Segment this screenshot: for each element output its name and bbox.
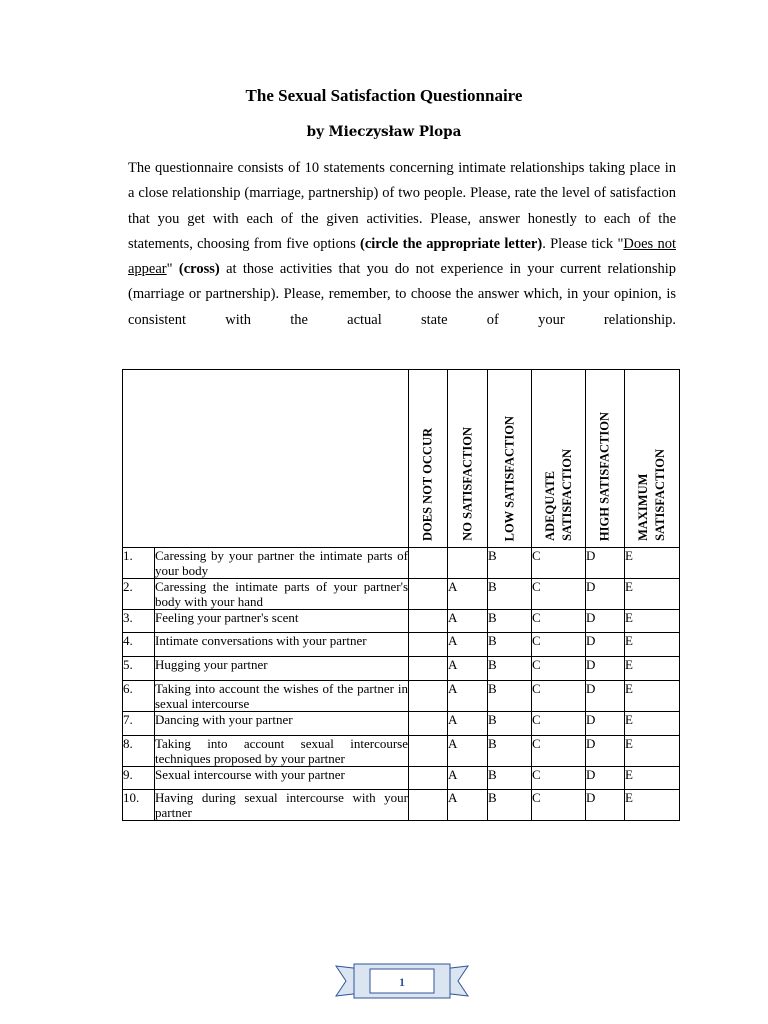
table-row <box>123 681 680 712</box>
header-label: LOW SATISFACTION <box>502 415 516 541</box>
answer-option-cell[interactable]: A <box>448 681 488 712</box>
answer-option-cell[interactable]: A <box>448 610 488 633</box>
answer-option-cell[interactable]: B <box>488 633 532 657</box>
statement-text: Caressing the intimate parts of your partner's body with your hand <box>155 579 408 609</box>
page-number: 1 <box>399 975 405 989</box>
intro-underline-does-not-appear: Does not appear <box>128 235 676 278</box>
answer-option-cell[interactable]: D <box>586 767 625 790</box>
statement-number: 8. <box>123 736 155 767</box>
answer-option-cell[interactable]: C <box>532 681 586 712</box>
header-row <box>123 370 680 548</box>
column-header-high-satisfaction <box>586 370 625 548</box>
answer-option-cell[interactable]: C <box>532 712 586 736</box>
table-row <box>123 767 680 790</box>
answer-option-cell[interactable]: D <box>586 579 625 610</box>
answer-option-cell[interactable]: A <box>448 712 488 736</box>
answer-option-cell[interactable]: B <box>488 790 532 821</box>
answer-option-cell[interactable]: B <box>488 681 532 712</box>
answer-option-cell[interactable]: A <box>448 633 488 657</box>
statement-number: 5. <box>123 657 155 681</box>
answer-option-cell[interactable]: C <box>532 579 586 610</box>
author-line: by Mieczysław Plopa <box>306 124 462 140</box>
does-not-occur-cell[interactable] <box>409 736 448 767</box>
answer-option-cell[interactable]: C <box>532 736 586 767</box>
answer-option-cell[interactable]: A <box>448 579 488 610</box>
statement-number: 7. <box>123 712 155 736</box>
table-row <box>123 610 680 633</box>
does-not-occur-cell[interactable] <box>409 790 448 821</box>
does-not-occur-cell[interactable] <box>409 712 448 736</box>
answer-option-cell[interactable]: D <box>586 633 625 657</box>
table-row <box>123 712 680 736</box>
table-row <box>123 657 680 681</box>
answer-option-cell[interactable] <box>448 548 488 579</box>
answer-option-cell[interactable]: E <box>625 712 680 736</box>
answer-option-cell[interactable]: E <box>625 633 680 657</box>
answer-option-cell[interactable]: E <box>625 610 680 633</box>
header-label: MAXIMUM SATISFACTION <box>636 449 667 541</box>
table-row <box>123 579 680 610</box>
header-label: HIGH SATISFACTION <box>597 411 612 541</box>
statement-number: 9. <box>123 767 155 790</box>
questionnaire-table <box>122 369 680 821</box>
does-not-occur-cell[interactable] <box>409 657 448 681</box>
statement-number: 1. <box>123 548 155 579</box>
answer-option-cell[interactable]: C <box>532 610 586 633</box>
statement-number: 2. <box>123 579 155 610</box>
statement-text: Feeling your partner's scent <box>155 610 409 633</box>
column-header-no-satisfaction <box>448 370 488 548</box>
answer-option-cell[interactable]: C <box>532 633 586 657</box>
answer-option-cell[interactable]: B <box>488 657 532 681</box>
statement-text: Hugging your partner <box>155 657 409 681</box>
intro-text-3: " <box>166 261 179 278</box>
statement-text: Having during sexual intercourse with your partner <box>155 790 408 820</box>
statement-number: 4. <box>123 633 155 657</box>
answer-option-cell[interactable]: B <box>488 712 532 736</box>
does-not-occur-cell[interactable] <box>409 633 448 657</box>
statement-number: 3. <box>123 610 155 633</box>
answer-option-cell[interactable]: D <box>586 657 625 681</box>
answer-option-cell[interactable]: C <box>532 548 586 579</box>
intro-text-2: . Please tick " <box>542 235 624 252</box>
statement-text: Dancing with your partner <box>155 712 409 736</box>
answer-option-cell[interactable]: C <box>532 657 586 681</box>
answer-option-cell[interactable]: B <box>488 736 532 767</box>
answer-option-cell[interactable]: D <box>586 681 625 712</box>
answer-option-cell[interactable]: E <box>625 657 680 681</box>
header-label: ADEQUATE SATISFACTION <box>542 449 574 541</box>
answer-option-cell[interactable]: B <box>488 767 532 790</box>
statement-text: Sexual intercourse with your partner <box>155 767 409 790</box>
statement-text: Caressing by your partner the intimate parts of your body <box>155 548 408 578</box>
does-not-occur-cell[interactable] <box>409 579 448 610</box>
answer-option-cell[interactable]: B <box>488 579 532 610</box>
statement-text: Taking into account the wishes of the partner in sexual intercourse <box>155 681 408 711</box>
table-row <box>123 790 680 821</box>
header-label: DOES NOT OCCUR <box>420 428 435 541</box>
answer-option-cell[interactable]: D <box>586 712 625 736</box>
intro-bold-cross: (cross) <box>178 261 220 278</box>
table-row <box>123 736 680 767</box>
column-header-maximum-satisfaction <box>625 370 680 548</box>
answer-option-cell[interactable]: E <box>625 579 680 610</box>
statement-number: 6. <box>123 681 155 712</box>
does-not-occur-cell[interactable] <box>409 681 448 712</box>
table-row <box>123 548 680 579</box>
intro-text-1: The questionnaire consists of 10 statements concerning intimate relationships taking place in a close relationship (marriage, partnership) of two people. Please, rate the level of satisfaction that you get with each of the given activities. Please, answer honestly to each of the statements, choosing from five options <box>128 160 676 252</box>
answer-option-cell[interactable]: D <box>586 790 625 821</box>
answer-option-cell[interactable]: D <box>586 548 625 579</box>
answer-option-cell[interactable]: E <box>625 736 680 767</box>
intro-text-4: at those activities that you do not experience in your current relationship (marriage or partnership). Please, remember, to choose the answer which, in your opinion, is consistent with the actual state of your relationship. <box>128 261 676 328</box>
answer-option-cell[interactable]: C <box>532 767 586 790</box>
answer-option-cell[interactable]: D <box>586 610 625 633</box>
column-header-adequate-satisfaction <box>532 370 586 548</box>
answer-option-cell[interactable]: B <box>488 610 532 633</box>
answer-option-cell[interactable]: B <box>488 548 532 579</box>
answer-option-cell[interactable]: E <box>625 790 680 821</box>
does-not-occur-cell[interactable] <box>409 767 448 790</box>
statement-number: 10. <box>123 790 155 821</box>
answer-option-cell[interactable]: A <box>448 767 488 790</box>
answer-option-cell[interactable]: A <box>448 736 488 767</box>
header-blank-cell <box>123 370 409 548</box>
answer-option-cell[interactable]: E <box>625 767 680 790</box>
answer-option-cell[interactable]: D <box>586 736 625 767</box>
table-row <box>123 633 680 657</box>
instructions-paragraph <box>128 156 676 333</box>
column-header-low-satisfaction <box>488 370 532 548</box>
does-not-occur-cell[interactable] <box>409 548 448 579</box>
header-label: NO SATISFACTION <box>460 427 474 541</box>
answer-option-cell[interactable]: A <box>448 657 488 681</box>
document-title: The Sexual Satisfaction Questionnaire <box>245 86 523 105</box>
answer-option-cell[interactable]: E <box>625 681 680 712</box>
answer-option-cell[interactable]: A <box>448 790 488 821</box>
answer-option-cell[interactable]: C <box>532 790 586 821</box>
statement-text: Taking into account sexual intercourse techniques proposed by your partner <box>155 736 408 766</box>
answer-option-cell[interactable]: E <box>625 548 680 579</box>
intro-bold-circle: (circle the appropriate letter) <box>360 235 543 252</box>
does-not-occur-cell[interactable] <box>409 610 448 633</box>
column-header-does-not-occur <box>409 370 448 548</box>
statement-text: Intimate conversations with your partner <box>155 633 409 657</box>
